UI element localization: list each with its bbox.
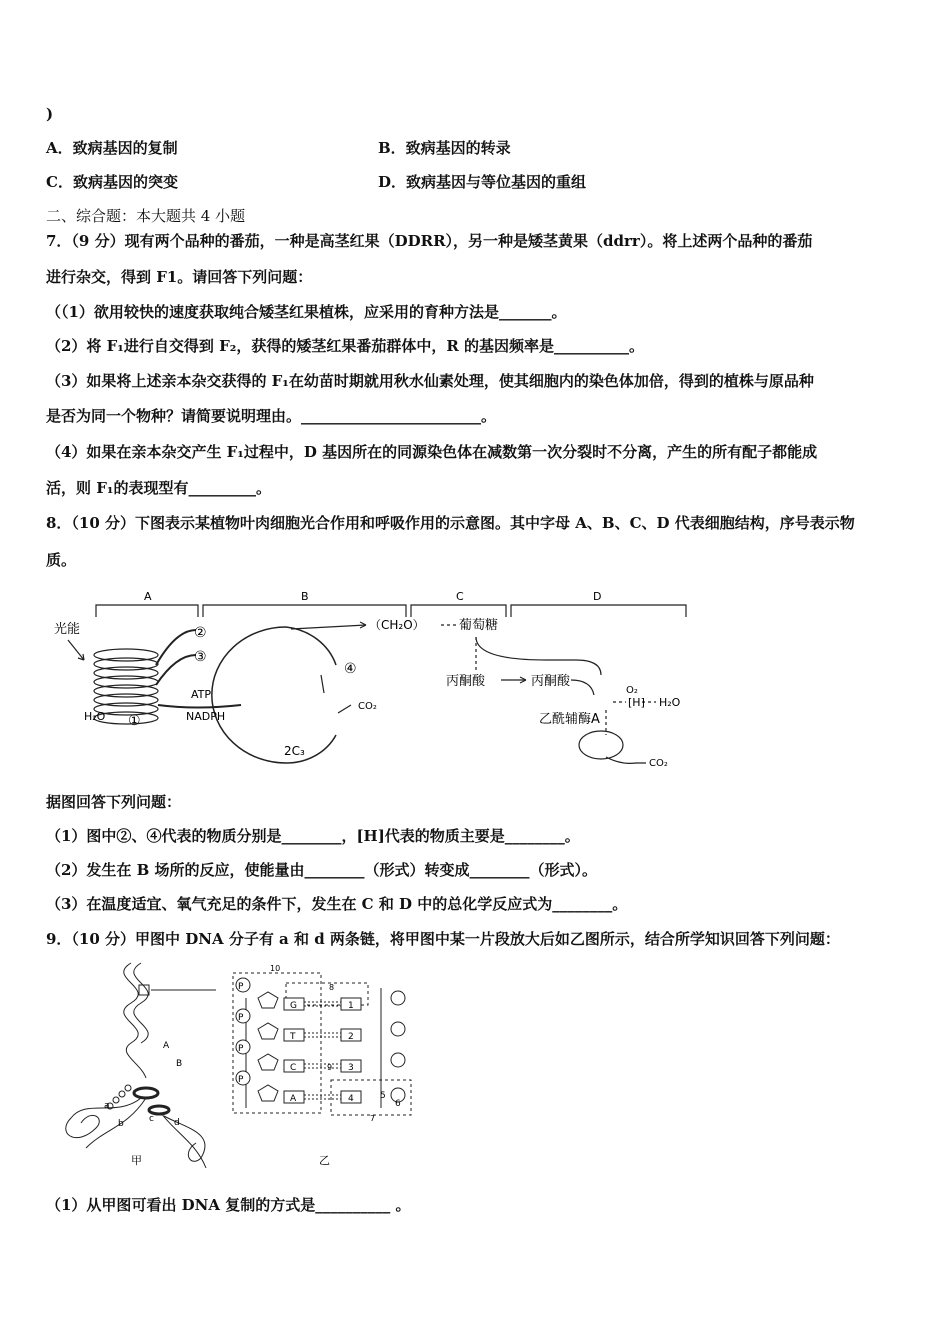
q8-line1: 8．（10 分）下图表示某植物叶肉细胞光合作用和呼吸作用的示意图。其中字母 A、B、C、D 代表细胞结构，序号表示物	[46, 514, 855, 532]
base-t: T	[290, 1032, 296, 1042]
label-b: b	[118, 1119, 124, 1129]
label-C: C	[456, 590, 464, 603]
pyruvate-2: 丙酮酸	[531, 674, 571, 689]
photosynthesis-diagram	[46, 585, 696, 775]
option-b: B．致病基因的转录	[378, 139, 511, 157]
q7-sub2: （2）将 F₁进行自交得到 F₂，获得的矮茎红果番茄群体中，R 的基因频率是__________。	[46, 337, 645, 355]
q8-sub2: （2）发生在 B 场所的反应，使能量由________（形式）转变成________（形式）。	[46, 861, 598, 879]
num-1: 1	[348, 1001, 354, 1011]
num-10: 10	[270, 964, 281, 973]
q9-line1: 9．（10 分）甲图中 DNA 分子有 a 和 d 两条链，将甲图中某一片段放大后如乙图所示，结合所学知识回答下列问题：	[46, 930, 840, 948]
num-9: 9	[327, 1063, 333, 1072]
label-B: B	[301, 590, 309, 603]
h-carrier: [H]	[628, 696, 645, 709]
continued-paren: )	[46, 105, 54, 123]
num-6: 6	[395, 1099, 401, 1109]
atp: ATP	[191, 688, 212, 701]
q8-line2: 质。	[46, 551, 77, 569]
q8-sub1: （1）图中②、④代表的物质分别是________，[H]代表的物质主要是________。	[46, 827, 580, 845]
num-7: 7	[370, 1114, 376, 1123]
num-2: ②	[194, 625, 207, 641]
q8-intro: 据图回答下列问题：	[46, 793, 182, 811]
q9-sub1: （1）从甲图可看出 DNA 复制的方式是__________ 。	[46, 1196, 411, 1214]
q8-sub3: （3）在温度适宜、氧气充足的条件下，发生在 C 和 D 中的总化学反应式为________。	[46, 895, 628, 913]
label-B: B	[176, 1059, 183, 1069]
q7-sub3b: 是否为同一个物种？请简要说明理由。________________________。	[46, 407, 497, 425]
ch2o: （CH₂O）	[369, 618, 425, 632]
fig-jia: 甲	[131, 1154, 142, 1167]
q7-line1: 7．（9 分）现有两个品种的番茄，一种是高茎红果（DDRR），另一种是矮茎黄果（ddrr）。将上述两个品种的番茄	[46, 232, 813, 250]
num-4: 4	[348, 1094, 354, 1104]
co2-out: CO₂	[649, 758, 668, 769]
phosphate-1: P	[238, 982, 244, 992]
pyruvate-1: 丙酮酸	[446, 674, 486, 689]
q7-sub4b: 活，则 F₁的表现型有_________。	[46, 479, 271, 497]
q7-line2: 进行杂交，得到 F1。请回答下列问题：	[46, 268, 313, 286]
num-5: 5	[380, 1091, 386, 1101]
q7-sub3a: （3）如果将上述亲本杂交获得的 F₁在幼苗时期就用秋水仙素处理，使其细胞内的染色体加倍，得到的植株与原品种	[46, 372, 814, 390]
label-d: d	[174, 1118, 180, 1128]
o2: O₂	[626, 685, 638, 696]
phosphate-4: P	[238, 1075, 244, 1085]
h2o-out: H₂O	[659, 696, 681, 709]
label-A: A	[144, 590, 152, 603]
option-d: D．致病基因与等位基因的重组	[378, 173, 587, 191]
phosphate-2: P	[238, 1013, 244, 1023]
num-2: 2	[348, 1032, 354, 1042]
label-D: D	[593, 590, 602, 603]
phosphate-3: P	[238, 1044, 244, 1054]
num-3: ③	[194, 649, 207, 665]
q7-sub1: （（1）欲用较快的速度获取纯合矮茎红果植株，应采用的育种方法是_______。	[46, 303, 567, 321]
num-1: ①	[128, 713, 141, 729]
nadph: NADPH	[186, 710, 226, 723]
base-a: A	[290, 1094, 297, 1104]
acetyl-coa: 乙酰辅酶A	[539, 712, 600, 727]
label-a: a	[104, 1101, 110, 1111]
label-c: c	[149, 1114, 154, 1124]
h2o-in: H₂O	[84, 710, 106, 723]
section-title: 二、综合题：本大题共 4 小题	[46, 207, 246, 225]
light-energy: 光能	[54, 622, 81, 637]
option-c: C．致病基因的突变	[46, 173, 178, 191]
fig-yi: 乙	[319, 1154, 330, 1167]
glucose: 葡萄糖	[459, 618, 499, 633]
label-A: A	[163, 1041, 170, 1051]
base-c: C	[290, 1063, 297, 1073]
option-a: A．致病基因的复制	[46, 139, 178, 157]
c3: 2C₃	[284, 744, 305, 758]
q7-sub4a: （4）如果在亲本杂交产生 F₁过程中，D 基因所在的同源染色体在减数第一次分裂时不分离，产生的所有配子都能成	[46, 443, 818, 461]
num-3: 3	[348, 1063, 354, 1073]
num-4: ④	[344, 661, 357, 677]
co2-in: CO₂	[358, 701, 377, 712]
num-8: 8	[329, 983, 335, 992]
dna-replication-diagram	[46, 958, 426, 1173]
base-g: G	[290, 1001, 297, 1011]
